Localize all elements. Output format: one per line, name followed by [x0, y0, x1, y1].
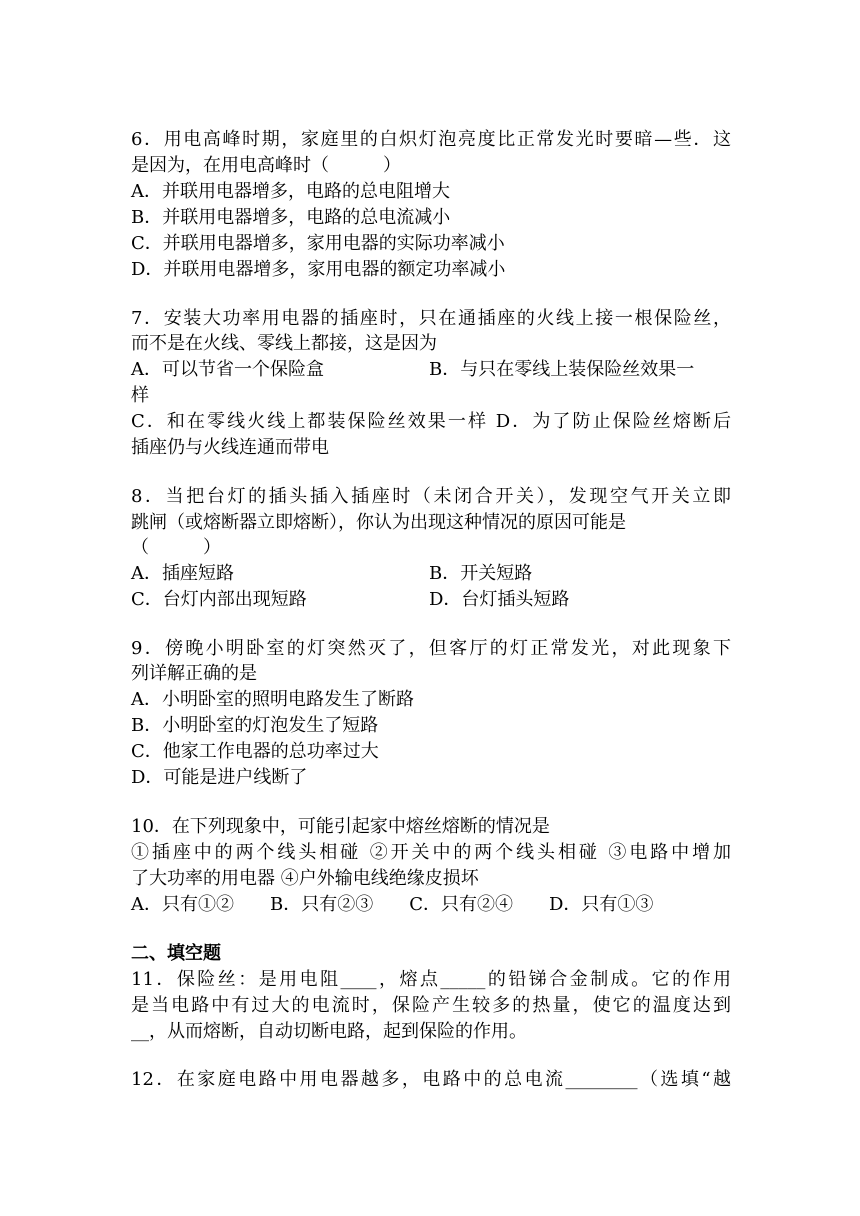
option-d: D．可能是进户线断了: [131, 767, 308, 788]
option-a: A．并联用电器增多，电路的总电阻增大: [131, 181, 450, 202]
question-stem-line: 9．傍晚小明卧室的灯突然灭了，但客厅的灯正常发光，对此现象下: [131, 638, 731, 659]
option-d: D．并联用电器增多，家用电器的额定功率减小: [131, 259, 506, 280]
question-stem-line: 了大功率的用电器 ④户外输电线绝缘皮损坏: [131, 868, 479, 889]
option-d-continued: 插座仍与火线连通而带电: [131, 437, 329, 458]
question-stem-line: 10．在下列现象中，可能引起家中熔丝熔断的情况是: [131, 816, 550, 837]
option-c-d: C．和在零线火线上都装保险丝效果一样 D．为了防止保险丝熔断后: [131, 411, 731, 432]
question-stem-line: 列详解正确的是: [131, 663, 257, 684]
option-b-continued: 样: [131, 385, 149, 406]
option-b: B．小明卧室的灯泡发生了短路: [131, 715, 379, 736]
question-stem-line: 8．当把台灯的插头插入插座时（未闭合开关），发现空气开关立即: [131, 486, 731, 507]
section-title: 二、填空题: [131, 943, 221, 964]
option-c: C．台灯内部出现短路: [131, 589, 307, 610]
question-stem-line: 7．安装大功率用电器的插座时，只在通插座的火线上接一根保险丝，: [131, 308, 731, 329]
option-b: B．开关短路: [429, 563, 533, 584]
option-a: A．插座短路: [131, 563, 234, 584]
option-d: D．台灯插头短路: [429, 589, 570, 610]
question-stem-line: 是当电路中有过大的电流时，保险产生较多的热量，使它的温度达到: [131, 995, 731, 1016]
option-c: C．并联用电器增多，家用电器的实际功率减小: [131, 233, 505, 254]
question-stem-line: （ ）: [131, 537, 221, 558]
option-b: B．与只在零线上装保险丝效果一: [429, 359, 695, 380]
question-stem-line: 而不是在火线、零线上都接，这是因为: [131, 333, 437, 354]
option-c: C．他家工作电器的总功率过大: [131, 741, 379, 762]
option-b: B．并联用电器增多，电路的总电流减小: [131, 207, 451, 228]
question-stem-line: __，从而熔断，自动切断电路，起到保险的作用。: [131, 1021, 527, 1042]
option-a: A．小明卧室的照明电路发生了断路: [131, 689, 414, 710]
question-stem-line: 跳闸（或熔断器立即熔断），你认为出现这种情况的原因可能是: [131, 512, 626, 533]
question-stem-line: 是因为，在用电高峰时（ ）: [131, 155, 401, 176]
options-row: A．只有①② B．只有②③ C．只有②④ D．只有①③: [131, 894, 654, 915]
option-a: A．可以节省一个保险盒: [131, 359, 324, 380]
question-stem-line: ①插座中的两个线头相碰 ②开关中的两个线头相碰 ③电路中增加: [131, 842, 731, 863]
question-stem-line: 12．在家庭电路中用电器越多，电路中的总电流________（选填“越: [131, 1069, 731, 1090]
question-stem-line: 6．用电高峰时期，家庭里的白炽灯泡亮度比正常发光时要暗—些．这: [131, 129, 731, 150]
question-stem-line: 11．保险丝：是用电阻____，熔点_____的铅锑合金制成。它的作用: [131, 969, 731, 990]
